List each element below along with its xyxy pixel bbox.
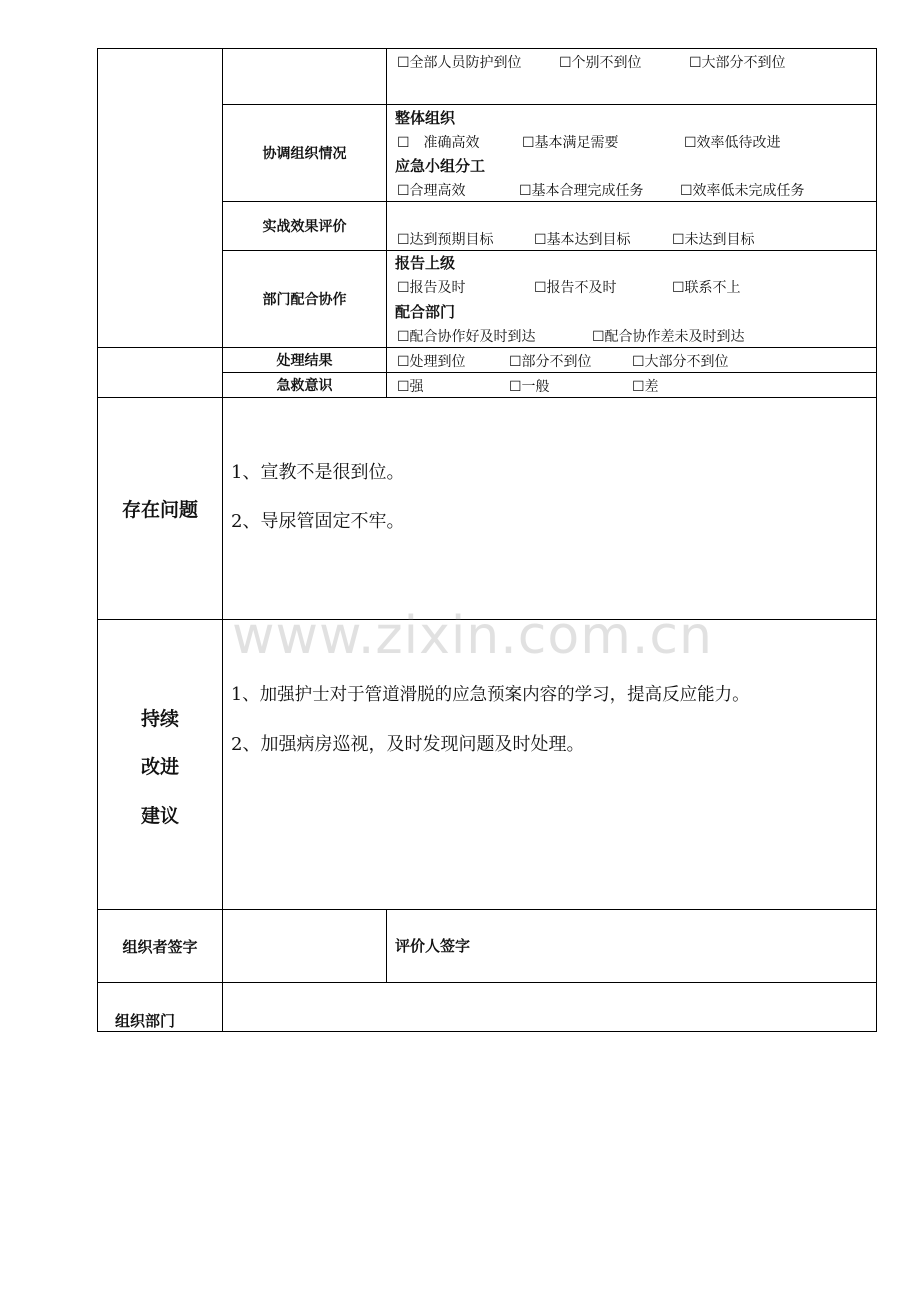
- option-poor[interactable]: ☐差: [632, 379, 659, 395]
- option-mostly-unhandled[interactable]: ☐大部分不到位: [632, 354, 729, 370]
- coordination-options: [387, 105, 876, 201]
- option-basic-reasonable[interactable]: ☐基本合理完成任务: [519, 183, 644, 199]
- option-accurate-efficient[interactable]: ☐ 准确高效: [397, 135, 480, 151]
- improvement-item: 1、加强护士对于管道滑脱的应急预案内容的学习，提高反应能力。: [231, 685, 750, 705]
- problems-content: [223, 398, 876, 619]
- result-options: [387, 348, 876, 372]
- option-no-contact[interactable]: ☐联系不上: [672, 280, 741, 296]
- org-department-label: 组织部门: [115, 1012, 176, 1030]
- org-department-field[interactable]: [223, 983, 876, 1031]
- protection-options: [387, 48, 876, 104]
- option-most-missing[interactable]: ☐大部分不到位: [689, 55, 786, 71]
- option-strong[interactable]: ☐强: [397, 379, 424, 395]
- option-report-late[interactable]: ☐报告不及时: [534, 280, 617, 296]
- firstaid-label: 急救意识: [276, 378, 333, 394]
- option-all-protected[interactable]: ☐全部人员防护到位: [397, 55, 522, 71]
- option-cooperate-poor[interactable]: ☐配合协作差未及时到达: [592, 329, 745, 345]
- problems-label: 存在问题: [121, 499, 198, 521]
- organizer-signature-field[interactable]: [223, 910, 386, 982]
- department-label: 部门配合协作: [262, 292, 347, 308]
- effect-label: 实战效果评价: [262, 219, 347, 235]
- evaluation-table: [97, 48, 877, 1032]
- watermark: www.zixin.com.cn: [232, 606, 713, 666]
- option-low-unfinished[interactable]: ☐效率低未完成任务: [680, 183, 805, 199]
- evaluator-signature-label: 评价人签字: [395, 937, 471, 955]
- overall-org-title: 整体组织: [395, 109, 456, 127]
- option-partly-unhandled[interactable]: ☐部分不到位: [509, 354, 592, 370]
- option-basic-target[interactable]: ☐基本达到目标: [534, 232, 631, 248]
- improvement-item: 2、加强病房巡视，及时发现问题及时处理。: [231, 734, 585, 755]
- option-not-target[interactable]: ☐未达到目标: [672, 232, 755, 248]
- evaluator-signature-field[interactable]: [387, 910, 876, 982]
- option-few-missing[interactable]: ☐个别不到位: [559, 55, 642, 71]
- improvement-label: [98, 620, 222, 909]
- option-reached-target[interactable]: ☐达到预期目标: [397, 232, 494, 248]
- option-reasonable-efficient[interactable]: ☐合理高效: [397, 183, 466, 199]
- report-superior-title: 报告上级: [395, 254, 456, 272]
- option-cooperate-good[interactable]: ☐配合协作好及时到达: [397, 329, 536, 345]
- coordination-label: 协调组织情况: [262, 146, 347, 162]
- department-options: [387, 251, 876, 347]
- problem-item: 1、宣教不是很到位。: [231, 462, 405, 483]
- option-handled[interactable]: ☐处理到位: [397, 354, 466, 370]
- option-low-efficiency[interactable]: ☐效率低待改进: [684, 135, 781, 151]
- organizer-signature-label: 组织者签字: [122, 937, 198, 956]
- improvement-label-line: 改进: [140, 756, 179, 778]
- result-label: 处理结果: [276, 353, 333, 369]
- cooperate-dept-title: 配合部门: [395, 303, 456, 321]
- firstaid-options: [387, 373, 876, 397]
- option-average[interactable]: ☐一般: [509, 379, 550, 395]
- effect-options: [387, 202, 876, 250]
- team-division-title: 应急小组分工: [395, 157, 486, 175]
- improvement-label-line: 持续: [140, 708, 179, 730]
- org-department-label-cell: [98, 983, 222, 1031]
- option-basic-meet[interactable]: ☐基本满足需要: [522, 135, 619, 151]
- problem-item: 2、导尿管固定不牢。: [231, 511, 405, 532]
- option-report-timely[interactable]: ☐报告及时: [397, 280, 466, 296]
- improvement-label-line: 建议: [140, 805, 179, 827]
